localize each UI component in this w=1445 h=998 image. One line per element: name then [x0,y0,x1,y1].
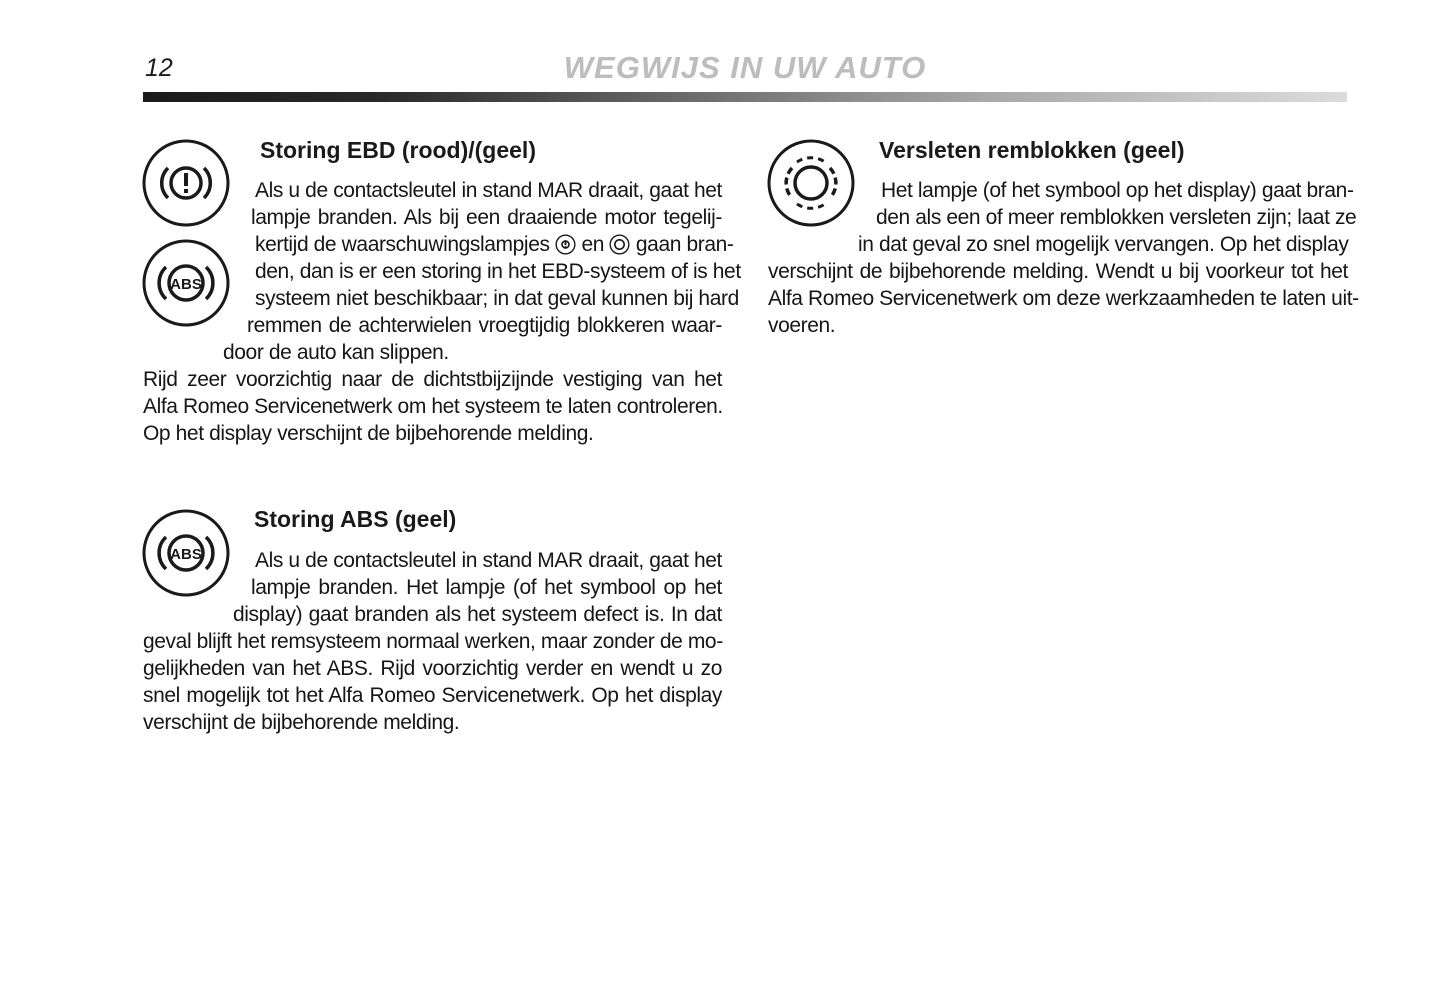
pads-line-5: Alfa Romeo Servicenetwerk om deze werkzaamheden te laten uit- [768,287,1359,310]
header-rule [143,92,1347,102]
ebd-line-6: remmen de achterwielen vroegtijdig blokkeren waar- [247,314,722,337]
abs-icon-label: ABS [170,276,202,293]
running-title: WEGWIJS IN UW AUTO [563,50,927,85]
ebd-line-1: Als u de contactsleutel in stand MAR draait, gaat het [255,179,722,202]
abs-warning-icon [141,238,231,328]
ebd-line-7: door de auto kan slippen. [223,341,449,364]
heading-abs: Storing ABS (geel) [254,506,457,532]
heading-brake-pads: Versleten remblokken (geel) [879,137,1185,163]
pads-line-1: Het lampje (of het symbool op het display) gaat bran- [881,179,1354,202]
brake-warning-icon [141,138,231,228]
ebd-line-3-part-b: en [581,233,605,256]
abs-line-3: display) gaat branden als het systeem defect is. In dat [233,603,722,626]
abs-warning-inline-icon [609,234,630,255]
abs-line-1: Als u de contactsleutel in stand MAR draait, gaat het [255,549,722,572]
abs-line-7: verschijnt de bijbehorende melding. [143,711,460,734]
ebd-line-4: den, dan is er een storing in het EBD-systeem of is het [255,260,741,283]
brake-pad-wear-icon [766,138,856,228]
ebd-line-3-part-a: kertijd de waarschuwingslampjes [255,233,550,256]
heading-ebd: Storing EBD (rood)/(geel) [260,137,536,163]
ebd-line-8: Rijd zeer voorzichtig naar de dichtstbijzijnde vestiging van het [143,368,722,391]
ebd-line-3-part-c: gaan bran- [635,233,734,256]
brake-warning-inline-icon [555,234,576,255]
pads-line-4: verschijnt de bijbehorende melding. Wendt u bij voorkeur tot het [768,260,1348,283]
page-number: 12 [145,54,173,82]
ebd-line-3 [255,231,734,258]
pads-line-3: in dat geval zo snel mogelijk vervangen. Op het display [858,233,1349,256]
abs-line-6: snel mogelijk tot het Alfa Romeo Servicenetwerk. Op het display [143,684,722,707]
abs-line-5: gelijkheden van het ABS. Rijd voorzichtig verder en wendt u zo [143,657,722,680]
ebd-line-2: lampje branden. Als bij een draaiende motor tegelij- [251,206,722,229]
abs-icon-label: ABS [170,546,202,563]
pads-line-6: voeren. [768,314,836,337]
abs-line-4: geval blijft het remsysteem normaal werken, maar zonder de mo- [143,630,723,653]
pads-line-2: den als een of meer remblokken versleten zijn; laat ze [876,206,1357,229]
ebd-line-10: Op het display verschijnt de bijbehorende melding. [143,422,594,445]
ebd-line-5: systeem niet beschikbaar; in dat geval kunnen bij hard [255,287,739,310]
ebd-line-9: Alfa Romeo Servicenetwerk om het systeem te laten controleren. [143,395,723,418]
abs-line-2: lampje branden. Het lampje (of het symbool op het [251,576,722,599]
abs-warning-icon [141,508,231,598]
